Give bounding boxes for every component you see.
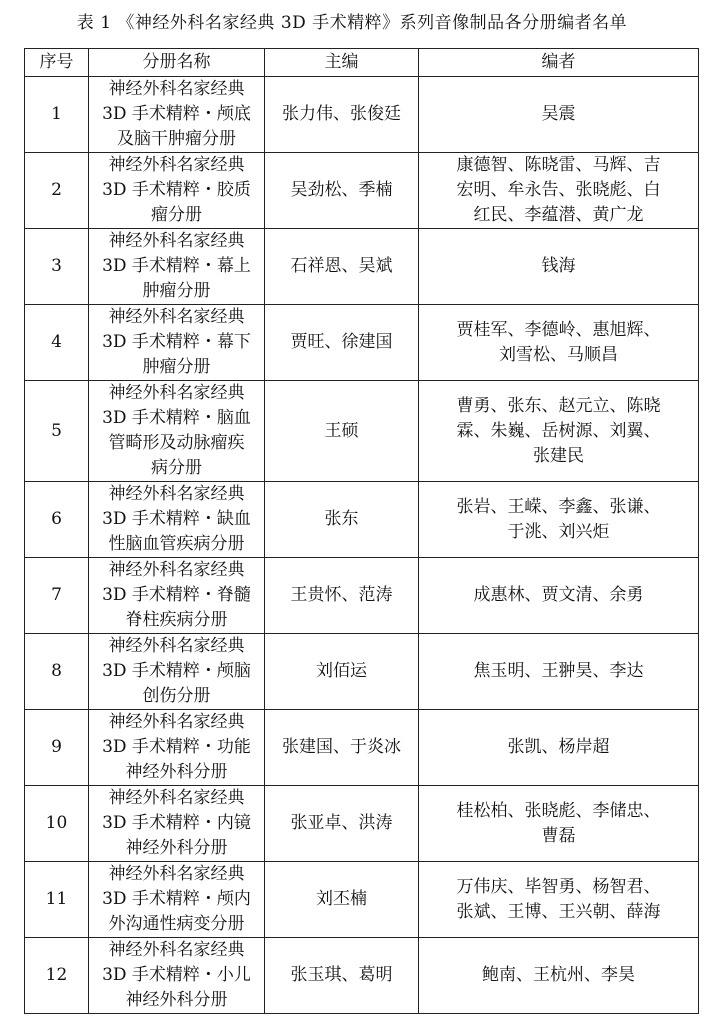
volume-name-line: 神经外科名家经典 [108,79,245,99]
cell-editors [419,786,699,862]
cell-number: 9 [25,710,89,786]
volume-name-line: 脊柱疾病分册 [125,610,228,630]
cell-chief-editor: 张亚卓、洪涛 [265,786,419,862]
volume-name-line: 神经外科名家经典 [108,231,245,251]
cell-number: 6 [25,482,89,558]
editors-line: 曹磊 [541,825,576,846]
editors-table [24,48,699,1014]
cell-chief-editor: 石祥恩、吴斌 [265,229,419,305]
editors-line: 康德智、陈晓雷、马辉、吉 [456,155,661,175]
cell-chief-editor: 张建国、于炎冰 [265,710,419,786]
cell-number: 3 [25,229,89,305]
volume-name-line: 性脑血管疾病分册 [108,534,245,554]
volume-name-line: 神经外科名家经典 [108,383,245,403]
cell-chief-editor: 贾旺、徐建国 [265,305,419,381]
volume-name-line: 神经外科分册 [125,990,228,1010]
volume-name-line: 神经外科分册 [125,762,228,782]
cell-number: 4 [25,305,89,381]
cell-chief-editor: 吴劲松、季楠 [265,153,419,229]
table-row [25,862,699,938]
cell-volume-name [89,938,265,1014]
volume-name-line: 3D 手术精粹・幕上 [102,256,251,276]
cell-chief-editor: 刘丕楠 [265,862,419,938]
cell-volume-name [89,558,265,634]
cell-chief-editor: 王贵怀、范涛 [265,558,419,634]
editors-line: 霖、朱巍、岳树源、刘翼、 [456,420,661,441]
editors-line: 宏明、牟永告、张晓彪、白 [456,180,661,200]
cell-editors [419,305,699,381]
header-cell-editors: 编者 [419,49,699,77]
editors-line: 张岩、王嵘、李鑫、张谦、 [456,496,661,517]
header-cell-volume: 分册名称 [89,49,265,77]
editors-line: 贾桂军、李德岭、惠旭辉、 [456,319,661,340]
volume-name-line: 神经外科名家经典 [108,155,245,175]
volume-name-line: 及脑干肿瘤分册 [117,129,236,149]
cell-editors [419,381,699,482]
cell-volume-name [89,786,265,862]
volume-name-line: 3D 手术精粹・颅底 [102,104,251,124]
volume-name-line: 神经外科名家经典 [108,307,245,327]
table-row [25,77,699,153]
table-row [25,558,699,634]
cell-editors [419,558,699,634]
cell-chief-editor: 张力伟、张俊廷 [265,77,419,153]
volume-name-line: 肿瘤分册 [142,281,211,301]
volume-name-line: 3D 手术精粹・幕下 [102,332,251,352]
volume-name-line: 神经外科名家经典 [108,484,245,504]
cell-chief-editor: 王硕 [265,381,419,482]
editors-line: 曹勇、张东、赵元立、陈晓 [456,395,661,416]
cell-editors [419,938,699,1014]
volume-name-line: 神经外科分册 [125,838,228,858]
volume-name-line: 管畸形及动脉瘤疾 [108,433,245,453]
volume-name-line: 神经外科名家经典 [108,560,245,580]
table-row [25,634,699,710]
editors-line: 张凯、杨岸超 [507,737,610,757]
cell-number: 5 [25,381,89,482]
cell-number: 10 [25,786,89,862]
cell-volume-name [89,710,265,786]
volume-name-line: 神经外科名家经典 [108,636,245,656]
cell-editors [419,482,699,558]
editors-line: 张建民 [533,445,584,466]
table-row [25,786,699,862]
volume-name-line: 神经外科名家经典 [108,864,245,884]
cell-editors [419,710,699,786]
cell-editors [419,634,699,710]
cell-number: 11 [25,862,89,938]
table-row [25,482,699,558]
cell-volume-name [89,482,265,558]
editors-line: 桂松柏、张晓彪、李储忠、 [456,800,661,821]
cell-editors [419,229,699,305]
volume-name-line: 3D 手术精粹・颅脑 [102,661,251,681]
table-row [25,229,699,305]
cell-chief-editor: 张玉琪、葛明 [265,938,419,1014]
cell-volume-name [89,77,265,153]
header-cell-number: 序号 [25,49,89,77]
editors-line: 焦玉明、王翀昊、李达 [473,661,644,681]
editors-line: 成惠林、贾文清、余勇 [473,585,644,605]
editors-line: 张斌、王博、王兴朝、薛海 [456,901,661,922]
volume-name-line: 3D 手术精粹・内镜 [102,813,251,833]
table-row [25,381,699,482]
cell-volume-name [89,153,265,229]
cell-number: 12 [25,938,89,1014]
cell-number: 7 [25,558,89,634]
cell-number: 8 [25,634,89,710]
volume-name-line: 神经外科名家经典 [108,788,245,808]
volume-name-line: 3D 手术精粹・缺血 [102,509,251,529]
volume-name-line: 3D 手术精粹・脑血 [102,408,251,428]
table-row [25,710,699,786]
cell-volume-name [89,381,265,482]
volume-name-line: 3D 手术精粹・脊髓 [102,585,251,605]
volume-name-line: 神经外科名家经典 [108,712,245,732]
cell-editors [419,862,699,938]
volume-name-line: 病分册 [151,458,202,478]
header-cell-chief-editor: 主编 [265,49,419,77]
cell-number: 1 [25,77,89,153]
cell-volume-name [89,634,265,710]
cell-editors [419,77,699,153]
cell-chief-editor: 刘佰运 [265,634,419,710]
volume-name-line: 3D 手术精粹・胶质 [102,180,251,200]
editors-line: 于洮、刘兴炬 [507,521,610,542]
table-row [25,938,699,1014]
volume-name-line: 肿瘤分册 [142,357,211,377]
table-row [25,153,699,229]
table-caption: 表 1 《神经外科名家经典 3D 手术精粹》系列音像制品各分册编者名单 [76,13,628,33]
editors-line: 鲍南、王杭州、李昊 [482,965,635,985]
volume-name-line: 外沟通性病变分册 [108,914,245,934]
cell-number: 2 [25,153,89,229]
editors-line: 钱海 [541,256,576,276]
cell-volume-name [89,305,265,381]
editors-line: 刘雪松、马顺昌 [499,344,618,365]
cell-volume-name [89,862,265,938]
volume-name-line: 瘤分册 [151,205,202,225]
cell-volume-name [89,229,265,305]
cell-editors [419,153,699,229]
volume-name-line: 创伤分册 [142,686,211,706]
cell-chief-editor: 张东 [265,482,419,558]
table-body [25,77,699,1014]
table-row [25,305,699,381]
editors-line: 吴震 [541,104,576,124]
volume-name-line: 3D 手术精粹・颅内 [102,889,251,909]
volume-name-line: 3D 手术精粹・小儿 [102,965,251,985]
volume-name-line: 神经外科名家经典 [108,940,245,960]
editors-line: 红民、李蕴潜、黄广龙 [473,205,644,225]
header-row [25,49,699,77]
editors-line: 万伟庆、毕智勇、杨智君、 [456,876,661,897]
volume-name-line: 3D 手术精粹・功能 [102,737,251,757]
